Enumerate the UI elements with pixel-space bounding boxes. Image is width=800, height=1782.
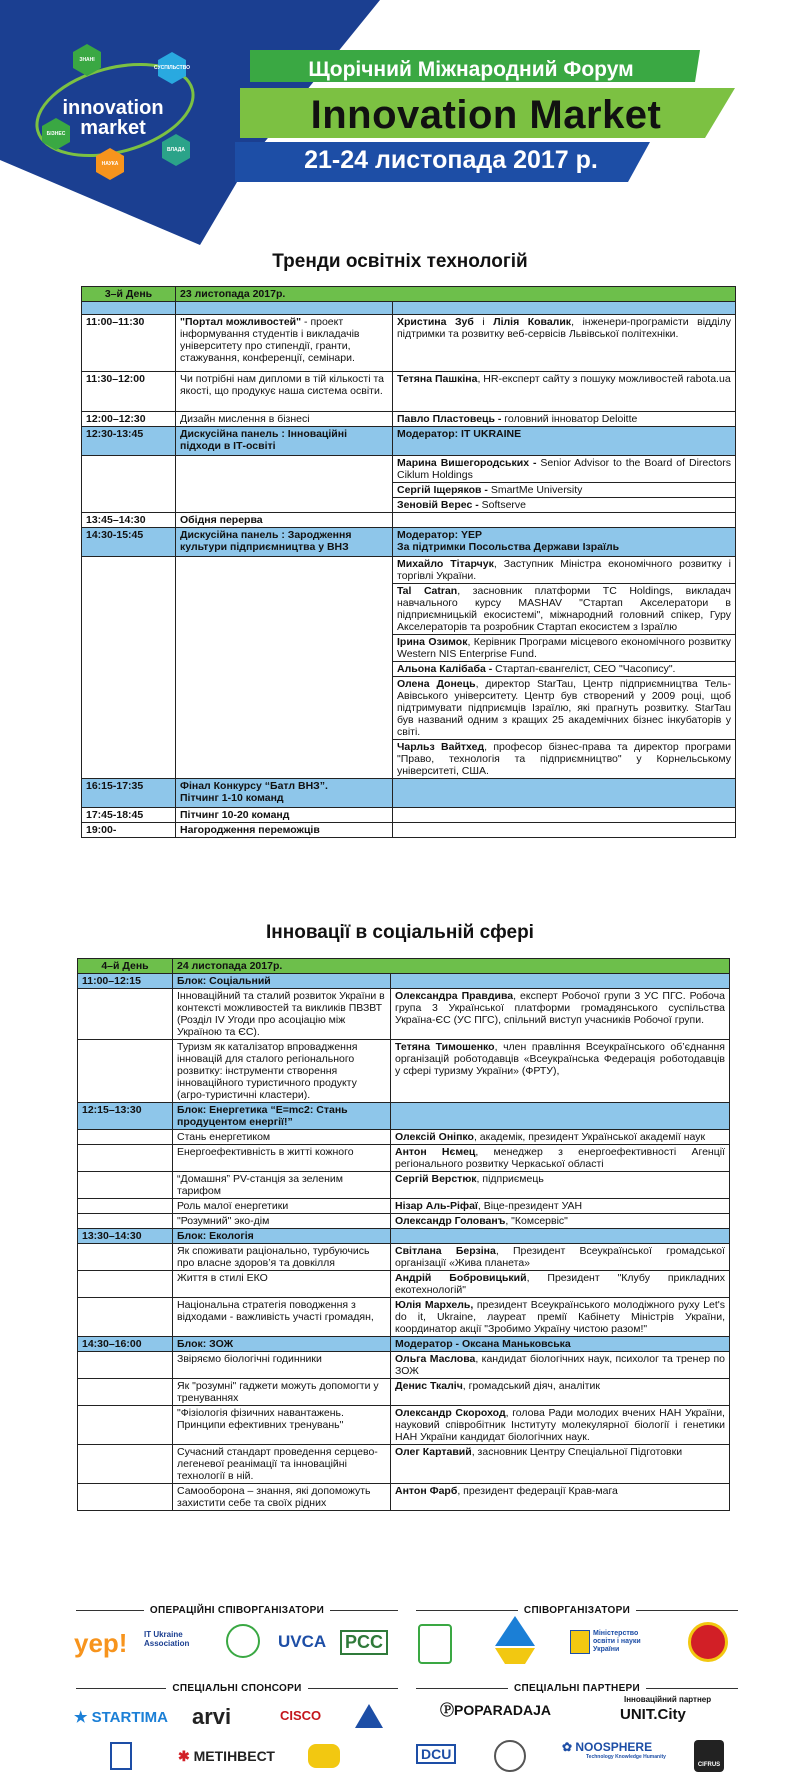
coorganizers-heading: СПІВОРГАНІЗАТОРИ [416,1605,738,1616]
table-row: Звіряємо біологічні годинники Ольга Маслова, кандидат біологічних наук, психолог та тренер по ЗОЖ [78,1352,730,1379]
hex-label: ЗНАНІ [79,57,95,63]
block-header-row: 12:15–13:30 Блок: Енергетика “E=mc2: Стань продуцентом енергії!” [78,1103,730,1130]
hex-label: НАУКА [101,161,119,167]
block-header-row: 13:30–14:30 Блок: Екологія [78,1229,730,1244]
table-row: Інноваційний та сталий розвиток України в контексті можливостей та викликів ПВЗВТ (Розділ IV Угоди про асоціацію між Україною та ЄС). Олександра Правдива, експерт Робочої групи 3 УС ПГС. Робоча група 3 Української платформи громадянського суспільства Україна-ЄС (УС ПГС), спільний виступ учасників Робочої групи. [78,989,730,1040]
day-date: 23 листопада 2017р. [176,287,736,302]
table-row: 12:00–12:30 Дизайн мислення в бізнесі Павло Пластовець - головний інноватор Deloitte [82,412,736,427]
table-row: 13:45–14:30 Обідня перерва [82,513,736,528]
spacer-row [82,302,736,315]
hex-label: БІЗНЕС [46,131,66,137]
section-title: Інновації в соціальній сфері [266,922,534,943]
block-header-row: 14:30–16:00 Блок: ЗОЖ Модератор - Оксана Маньковська [78,1337,730,1352]
logo-line-2: market [80,117,146,139]
innovation-market-logo [48,98,178,138]
round-seal-logo [494,1740,526,1772]
logo-line-1: innovation [62,97,164,119]
ua-map-logo [495,1616,535,1666]
forum-header [0,0,800,250]
table-row: 12:30-13:45 Дискусійна панель : Інноваційні підходи в ІТ-освіті Модератор: IT UKRAINE [82,427,736,456]
table-row: 16:15-17:35 Фінал Конкурсу “Батл ВНЗ”. Пітчинг 1-10 команд [82,779,736,808]
day-header-row [78,959,730,974]
snack-logo [308,1744,340,1768]
table-row: Як споживати раціонально, турбуючись про власне здоров’я та довкілля Світлана Берзіна, Президент Всеукраїнської громадської організації «Жива планета» [78,1244,730,1271]
cifrus-logo: CIFRUS [694,1740,724,1772]
day-date: 24 листопада 2017р. [173,959,730,974]
schedule-day-3 [81,286,736,838]
erc-logo [355,1704,383,1728]
table-row: Марина Вишегородських - Senior Advisor to the Board of Directors Ciklum Holdings Сергій Іщеряков - SmartMe University Зеновій Верес - Softserve [82,456,736,513]
table-row: 19:00- Нагородження переможців [82,823,736,838]
table-row: Туризм як каталізатор впровадження інновацій для сталого регіонального розвитку: інструменти створення інноваційного туристичного продукту (агро-туристичні кластери). Тетяна Тимошенко, член правління Всеукраїнського об’єднання організацій роботодавців «Всеукраїнська Федерація роботодавців у сфері туризму України» (ФРТУ), [78,1040,730,1103]
table-row: Самооборона – знання, які допоможуть захистити себе та своїх рідних Антон Фарб, президент федерації Крав-мага [78,1484,730,1511]
special-partners-heading: СПЕЦІАЛЬНІ ПАРТНЕРИ [416,1683,738,1694]
hex-label: ВЛАДА [167,147,185,153]
table-row: “Домашня” PV-станція за зеленим тарифом Сергій Верстюк, підприємець [78,1172,730,1199]
cisco-logo: CISCO [280,1708,322,1723]
unit-city-logo: UNIT.City [620,1706,686,1723]
arvi-logo: arvi [192,1704,232,1729]
schedule-day-4 [77,958,730,1511]
table-row: 11:00–11:30 "Портал можливостей" - проект інформування студентів і викладачів університету про стипендії, гранти, стажування, конференції, семінари. Христина Зуб і Лілія Ковалик, інженери-програмісти відділу підтримки та розвитку веб-сервісів Львівської політехніки. [82,315,736,372]
table-row: "Розумний" эко-дім Олександр Голованъ, "Комсервіс" [78,1214,730,1229]
table-row: Роль малої енергетики Нізар Аль-Ріфаї, Віце-президент УАН [78,1199,730,1214]
startima-logo: ★ STARTIMA [74,1709,169,1726]
forum-title: Innovation Market [310,93,662,137]
table-row: 11:30–12:00 Чи потрібні нам дипломи в тій кількості та якості, що продукує наша система освіти. Тетяна Пашкіна, HR-експерт сайту з пошуку можливостей rabota.ua [82,372,736,412]
noosphere-logo: ✿ NOOSPHERE [562,1740,653,1754]
dcu-logo: DCU [416,1744,456,1764]
op-coorganizers-heading: ОПЕРАЦІЙНІ СПІВОРГАНІЗАТОРИ [76,1605,398,1616]
forum-subtitle: Щорічний Міжнародний Форум [308,58,634,81]
section-title: Тренди освітніх технологій [272,251,528,272]
table-row: 14:30-15:45 Дискусійна панель : Зародження культури підприємництва у ВНЗ Модератор: YEP За підтримки Посольства Держави Ізраїль [82,528,736,557]
table-row: Енергоефективність в житті кожного Антон Нємец, менеджер з енергоефективності Агенції регіонального розвитку Черкаської області [78,1145,730,1172]
pcc-logo: PCC [340,1630,388,1655]
metinvest-logo: ✱ МЕТІНВЕСТ [178,1748,275,1764]
table-row: Стань енергетиком Олексій Оніпко, академік, президент Української академії наук [78,1130,730,1145]
uvca-logo: UVCA [278,1632,327,1651]
innovation-partner-label: Інноваційний партнер [624,1695,712,1704]
emblem-logo [226,1624,260,1658]
menorah-emblem [110,1742,132,1770]
day-label: 4–й День [78,959,173,974]
special-sponsors-heading: СПЕЦІАЛЬНІ СПОНСОРИ [76,1683,398,1694]
china-emblem [688,1622,728,1662]
day-header-row [82,287,736,302]
noosphere-tagline: Technology Knowledge Humanity [586,1754,666,1760]
table-row: 17:45-18:45 Пітчинг 10-20 команд [82,808,736,823]
university-crest [418,1624,452,1664]
poparada-logo: ⓅPOPARADAJA [440,1702,551,1718]
yep-logo: yep! [74,1628,128,1658]
table-row: Життя в стилі ЕКО Андрій Бобровицький, Президент "Клубу прикладних екотехнологій" [78,1271,730,1298]
table-row: Як "розумні" гаджети можуть допомогти у тренуваннях Денис Ткаліч, громадський діяч, аналітик [78,1379,730,1406]
table-row: Сучасний стандарт проведення серцево-легеневої реанімації та інноваційні технології в ній. Олег Картавий, засновник Центру Спеціальної Підготовки [78,1445,730,1484]
table-row: Національна стратегія поводження з відходами - важливість участі громадян, Юлія Мархель, президент Всеукраїнського молодіжного руху Let's do it, Ukraine, лауреат премії Кабінету Міністрів України, координатор акції "Зробимо Україну чистою разом!" [78,1298,730,1337]
it-ukraine-logo: IT Ukraine Association [144,1630,190,1648]
day-label: 3–й День [82,287,176,302]
table-row: "Фізіологія фізичних навантажень. Принципи ефективних тренувань" Олександр Скороход, голова Ради молодих вчених НАН України, науковий співробітник Інституту молекулярної біології і генетики НАН України кандидат біологічних наук. [78,1406,730,1445]
hex-label: СУСПІЛЬСТВО [153,65,191,71]
forum-dates: 21-24 листопада 2017 р. [304,146,598,174]
ministry-logo: Міністерство освіти і науки України [593,1630,641,1653]
ministry-emblem [570,1630,590,1654]
block-header-row: 11:00–12:15 Блок: Соціальний [78,974,730,989]
table-row: Михайло Тітарчук, Заступник Міністра економічного розвитку і торгівлі України. Tal Catran, засновник платформи TC Holdings, викладач навчального курсу MASHAV "Стартап Акселератори в підприємницькій екосистемі", міжнародний головний спікер, Гуру Акселераторів та розробник Стартап екосистем з Ізраїлю Ірина Озимок, Керівник Програми місцевого економічного розвитку Western NIS Enterprise Fund. Альона Калібаба - Стартап-євангеліст, CEO "Часопису". Олена Донець, директор StarTau, Центр підприємництва Тель-Авівського університету. Центр був створений у 2009 році, щоб підтримувати підприємців Ізраїлю, які прагнуть розвитку. StarTau був названий одним з кращих 25 академічних бізнес інкубаторів у світі. Чарльз Вайтхед, професор бізнес-права та директор програми "Право, технологія та підприємництво" у Корнельському університеті, США. [82,557,736,779]
